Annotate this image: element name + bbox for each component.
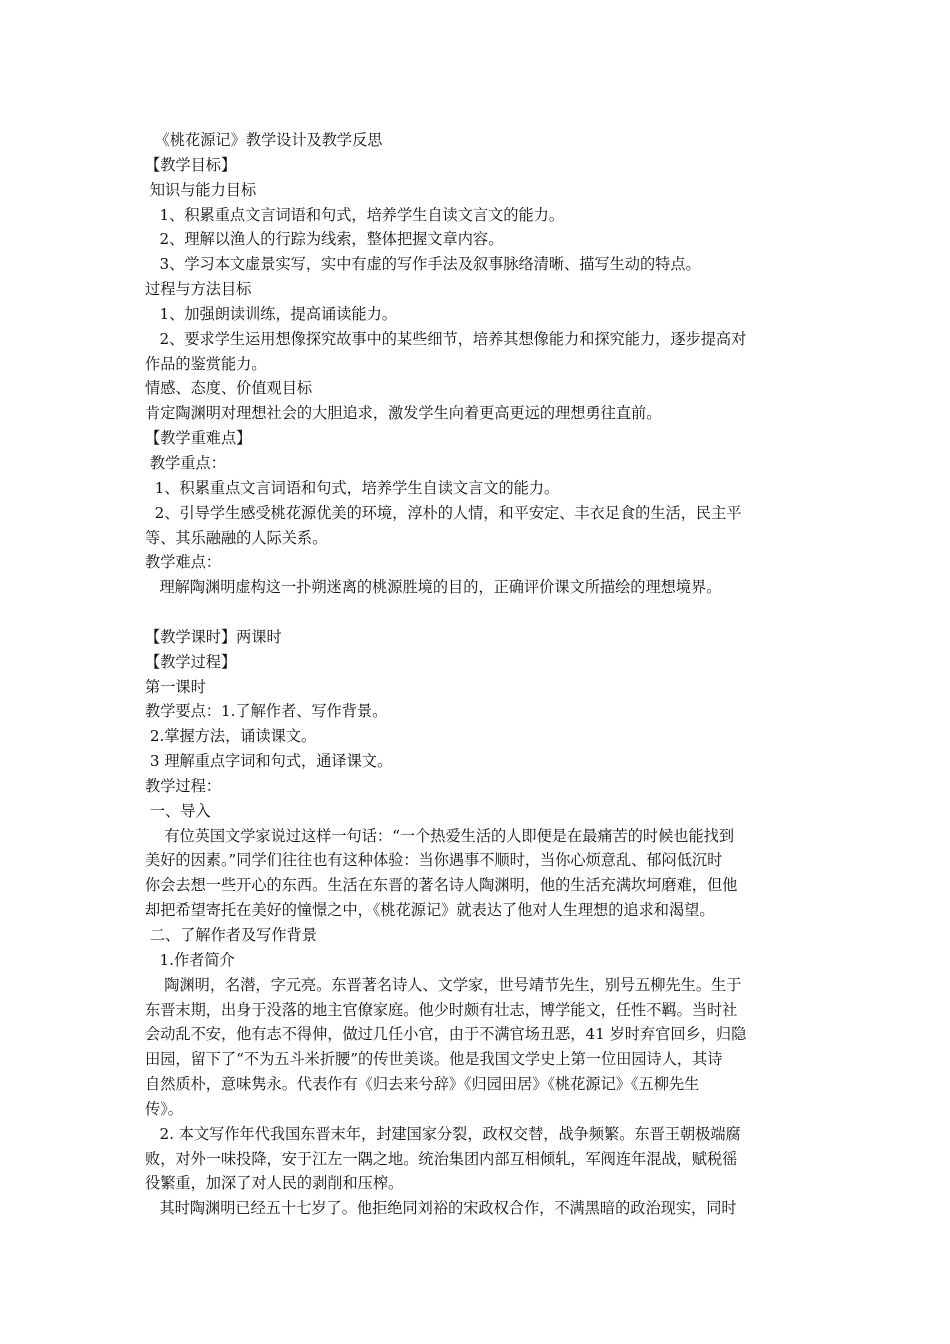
subheading-author-bio: 1.作者简介 bbox=[145, 950, 235, 969]
subheading-author-background: 二、了解作者及写作背景 bbox=[145, 926, 317, 944]
text-line: 肯定陶渊明对理想社会的大胆追求，激发学生向着更高更远的理想勇往直前。 bbox=[145, 404, 662, 423]
text-line: 等、其乐融融的人际关系。 bbox=[145, 528, 328, 547]
subheading-focus: 教学重点： bbox=[145, 453, 226, 472]
text-line: 作品的鉴赏能力。 bbox=[145, 354, 267, 373]
section-heading-keypoints: 【教学重难点】 bbox=[145, 429, 252, 448]
text-line: 教学要点：1.了解作者、写作背景。 bbox=[145, 702, 388, 721]
text-line: 2、理解以渔人的行踪为线索，整体把握文章内容。 bbox=[145, 230, 504, 249]
text-line: 会动乱不安，他有志不得伸，做过几任小官，由于不满官场丑恶，41 岁时弃官回乡，归隐 bbox=[145, 1025, 747, 1044]
section-heading-periods: 【教学课时】两课时 bbox=[145, 627, 282, 646]
subheading-process: 过程与方法目标 bbox=[145, 280, 252, 299]
section-heading-procedure: 【教学过程】 bbox=[145, 652, 237, 671]
subheading-teaching-process: 教学过程： bbox=[145, 776, 221, 795]
subheading-first-period: 第一课时 bbox=[145, 677, 206, 696]
text-line: 败，对外一味投降，安于江左一隅之地。统治集团内部互相倾轧，军阀连年混战，赋税徭 bbox=[145, 1149, 738, 1168]
text-line: 田园，留下了“不为五斗米折腰”的传世美谈。他是我国文学史上第一位田园诗人，其诗 bbox=[145, 1050, 723, 1069]
text-line: 2、引导学生感受桃花源优美的环境，淳朴的人情，和平安定、丰衣足食的生活，民主平 bbox=[145, 503, 742, 522]
text-line: 1、积累重点文言词语和句式，培养学生自读文言文的能力。 bbox=[145, 478, 560, 497]
text-line: 2. 本文写作年代我国东晋末年，封建国家分裂，政权交替，战争频繁。东晋王朝极端腐 bbox=[145, 1124, 741, 1143]
text-line: 你会去想一些开心的东西。生活在东晋的著名诗人陶渊明，他的生活充满坎坷磨难，但他 bbox=[145, 876, 738, 895]
section-heading-objectives: 【教学目标】 bbox=[145, 155, 237, 174]
subheading-intro: 一、导入 bbox=[145, 801, 211, 820]
blank-line bbox=[145, 600, 815, 625]
text-line: 1、积累重点文言词语和句式，培养学生自读文言文的能力。 bbox=[145, 205, 565, 224]
text-line: 有位英国文学家说过这样一句话：“一个热爱生活的人即便是在最痛苦的时候也能找到 bbox=[145, 826, 735, 845]
text-line: 3、学习本文虚景实写，实中有虚的写作手法及叙事脉络清晰、描写生动的特点。 bbox=[145, 255, 701, 274]
text-line: 美好的因素。”同学们往往也有这种体验：当你遇事不顺时，当你心烦意乱、郁闷低沉时 bbox=[145, 851, 723, 870]
text-line: 理解陶渊明虚构这一扑朔迷离的桃源胜境的目的，正确评价课文所描绘的理想境界。 bbox=[145, 578, 722, 597]
subheading-knowledge: 知识与能力目标 bbox=[145, 180, 257, 199]
text-line: 东晋末期，出身于没落的地主官僚家庭。他少时颇有壮志，博学能文，任性不羁。当时社 bbox=[145, 1000, 738, 1019]
text-line: 3 理解重点字词和句式，通译课文。 bbox=[145, 752, 393, 771]
text-line: 2.掌握方法，诵读课文。 bbox=[145, 727, 317, 746]
text-line: 传》。 bbox=[145, 1099, 183, 1118]
text-line: 其时陶渊明已经五十七岁了。他拒绝同刘裕的宋政权合作，不满黑暗的政治现实，同时 bbox=[145, 1199, 737, 1218]
text-line: 役繁重，加深了对人民的剥削和压榨。 bbox=[145, 1174, 404, 1193]
text-line: 自然质朴，意味隽永。代表作有《归去来兮辞》《归园田居》《桃花源记》《五柳先生 bbox=[145, 1075, 700, 1094]
subheading-emotion: 情感、态度、价值观目标 bbox=[145, 379, 313, 398]
text-line: 陶渊明，名潜，字元亮。东晋著名诗人、文学家，世号靖节先生，别号五柳先生。生于 bbox=[145, 975, 742, 994]
text-line: 2、要求学生运用想像探究故事中的某些细节，培养其想像能力和探究能力，逐步提高对 bbox=[145, 329, 747, 348]
doc-title: 《桃花源记》教学设计及教学反思 bbox=[145, 131, 383, 149]
text-line: 却把希望寄托在美好的憧憬之中，《桃花源记》就表达了他对人生理想的追求和渴望。 bbox=[145, 901, 715, 920]
text-line: 1、加强朗读训练，提高诵读能力。 bbox=[145, 304, 397, 323]
document-body bbox=[145, 128, 815, 1221]
subheading-difficulty: 教学难点： bbox=[145, 553, 221, 572]
